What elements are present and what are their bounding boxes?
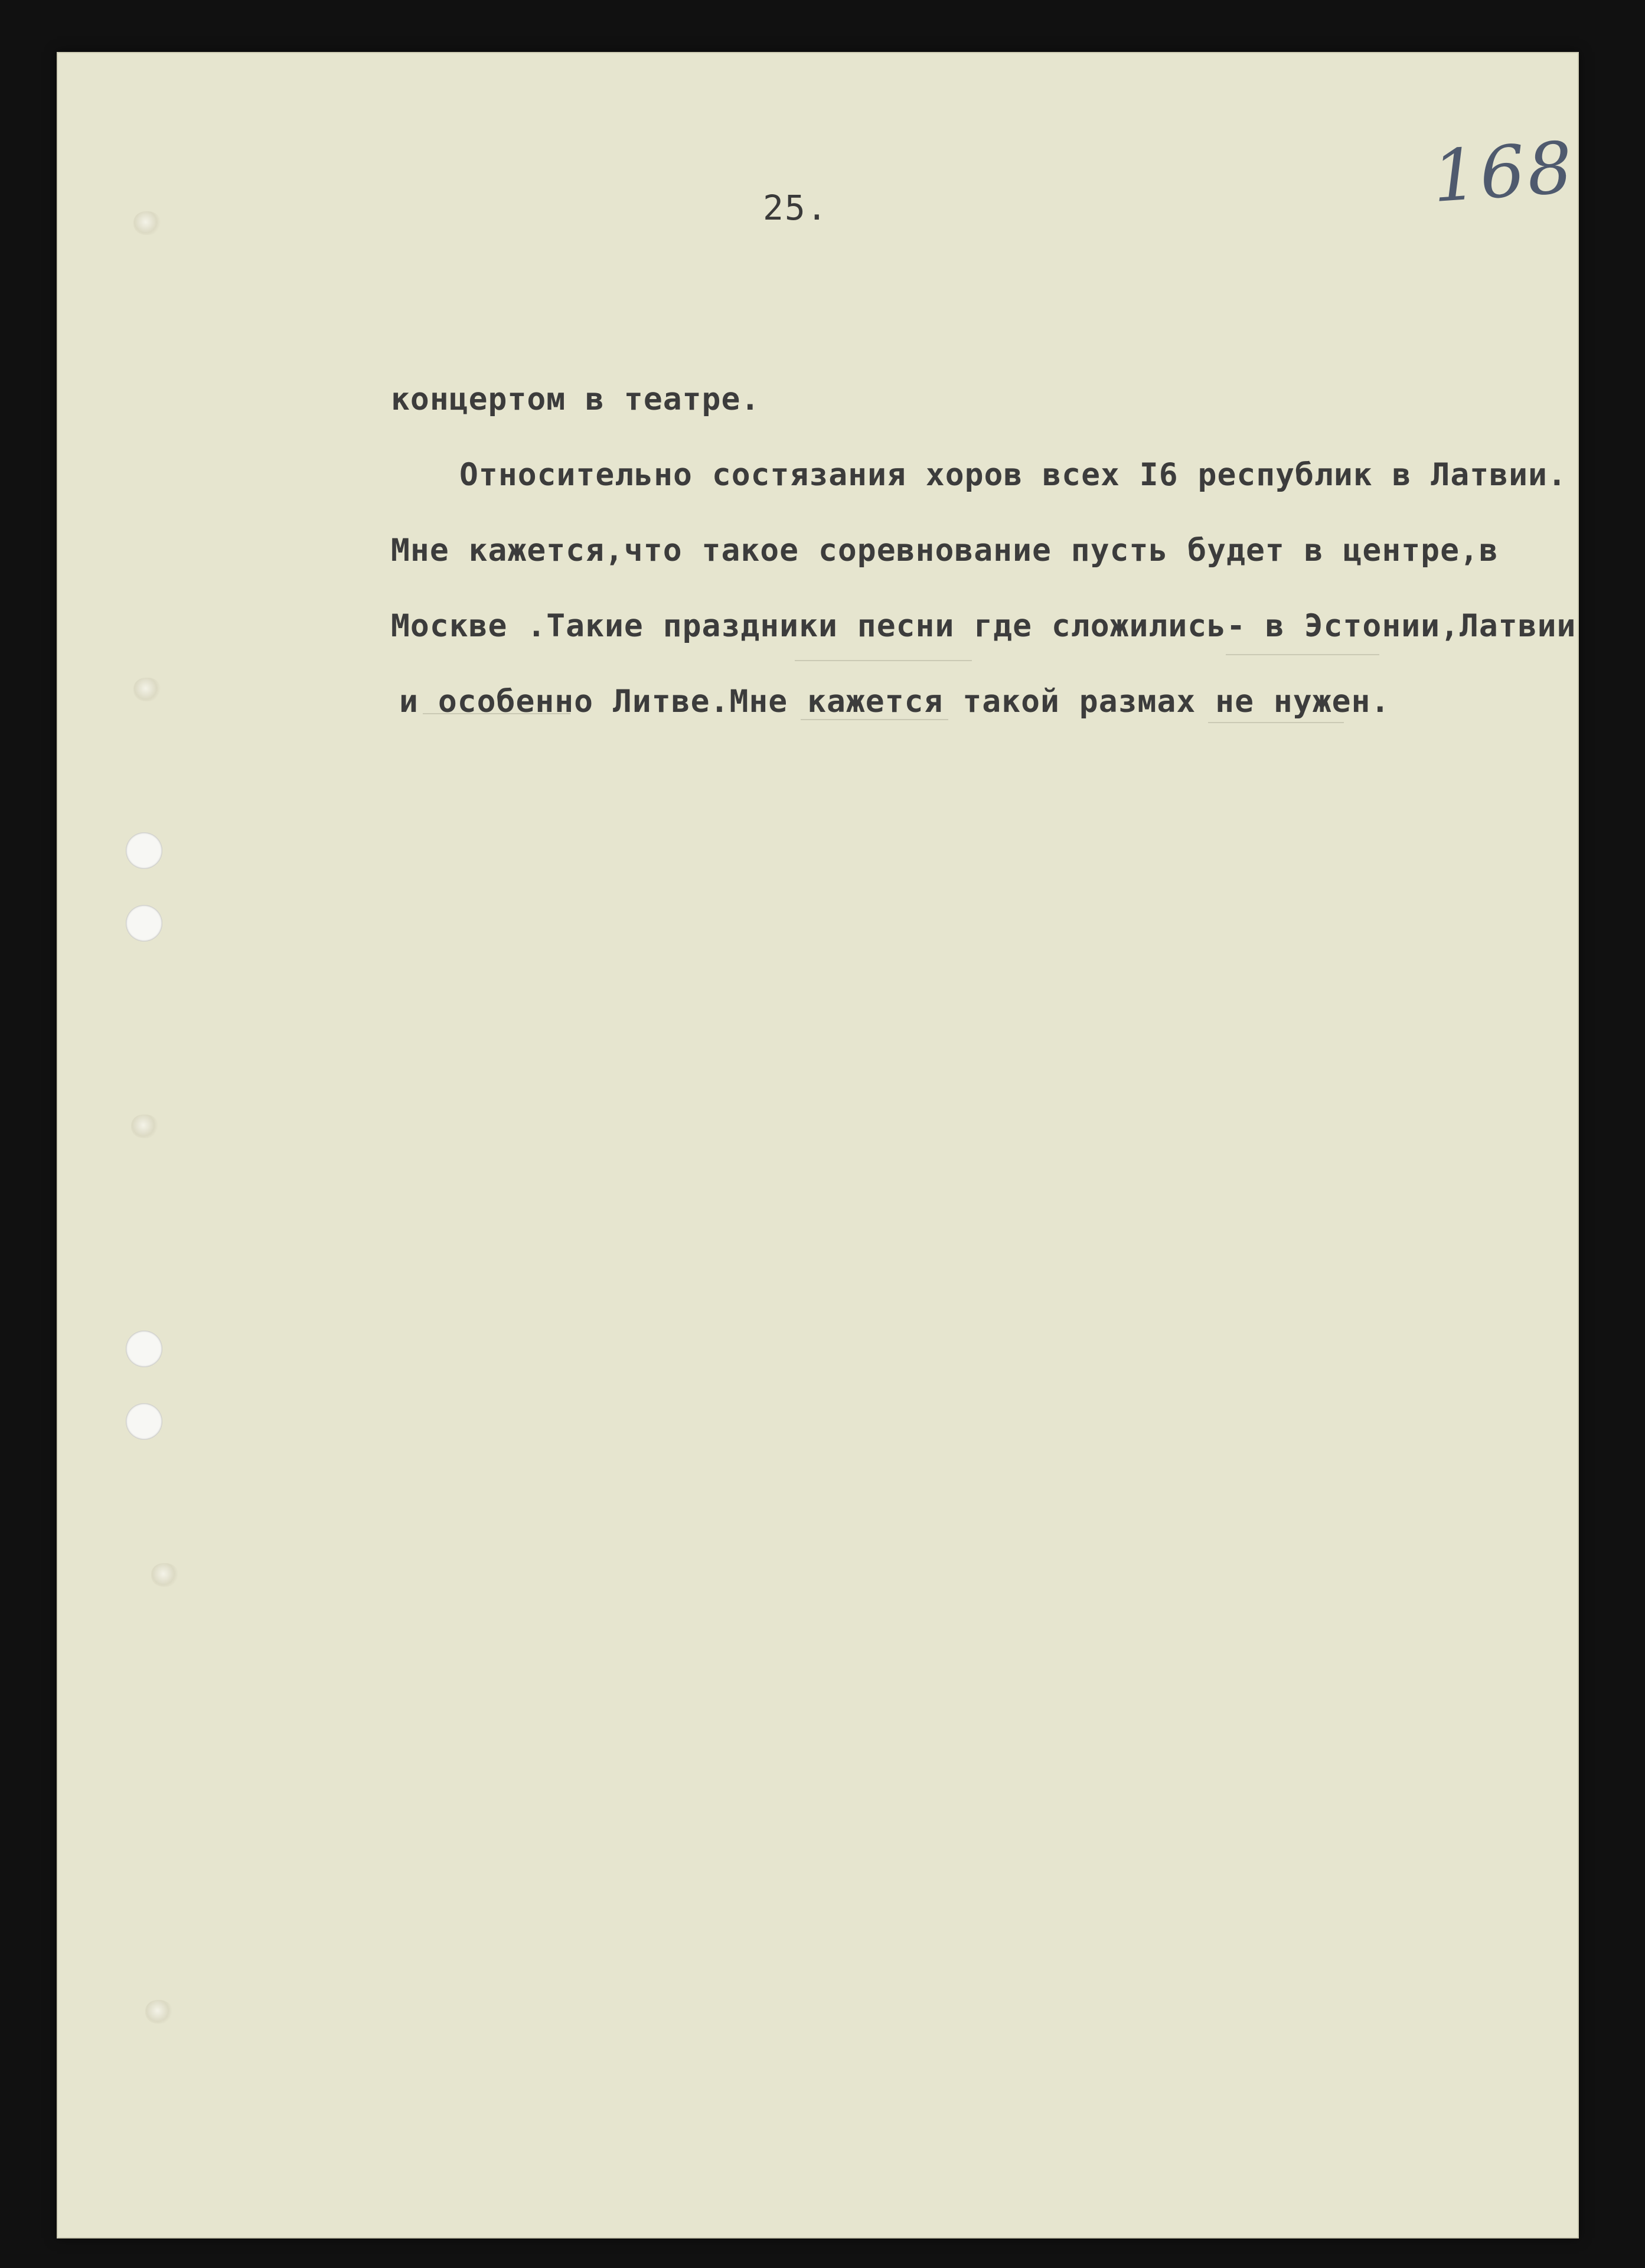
document-page bbox=[57, 52, 1579, 2238]
faint-rule bbox=[423, 713, 570, 714]
punch-hole bbox=[126, 905, 162, 942]
text-line: Относительно состязания хоров всех I6 республик в Латвии. bbox=[459, 457, 1567, 493]
staple-mark bbox=[133, 211, 161, 235]
punch-hole bbox=[126, 1331, 162, 1367]
staple-mark bbox=[145, 2000, 172, 2024]
page-number: 25. bbox=[763, 188, 828, 228]
faint-rule bbox=[801, 719, 948, 720]
text-line: Москве .Такие праздники песни где сложились- в Эстонии,Латвии bbox=[391, 608, 1577, 644]
faint-rule bbox=[1226, 654, 1379, 655]
faint-rule bbox=[795, 660, 972, 661]
punch-hole bbox=[126, 1403, 162, 1440]
text-line: и особенно Литве.Мне кажется такой размах не нужен. bbox=[399, 684, 1391, 720]
staple-mark bbox=[131, 1115, 158, 1138]
punch-hole bbox=[126, 832, 162, 869]
typed-text bbox=[391, 362, 1601, 740]
faint-rule bbox=[1208, 722, 1344, 723]
text-line: концертом в театре. bbox=[391, 381, 761, 417]
archive-number: 168 bbox=[1429, 126, 1578, 219]
staple-mark bbox=[151, 1563, 178, 1587]
text-line: Мне кажется,что такое соревнование пусть будет в центре,в bbox=[391, 532, 1499, 568]
staple-mark bbox=[133, 678, 161, 701]
